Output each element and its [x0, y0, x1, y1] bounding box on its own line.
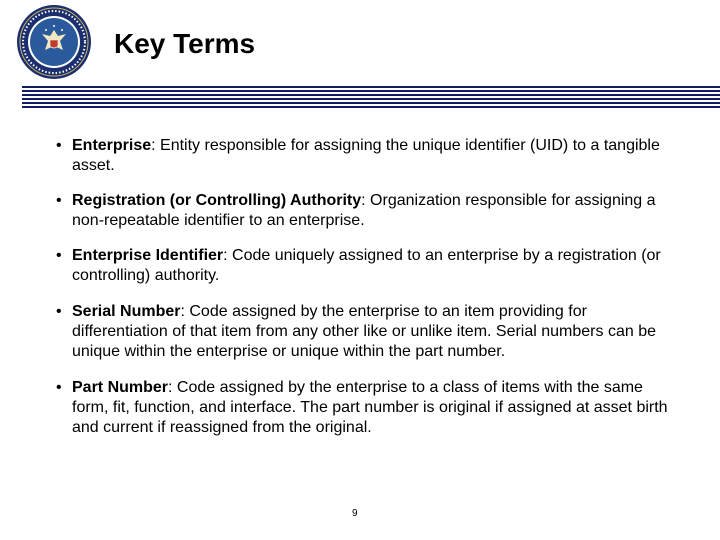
list-item [50, 378, 670, 438]
page-title: Key Terms [114, 28, 256, 59]
bullet-icon: • [56, 247, 62, 264]
bullet-icon: • [56, 137, 62, 154]
term-definition: : Entity responsible for assigning the unique identifier (UID) to a tangible asset. [72, 137, 660, 174]
term-name: Part Number [72, 379, 169, 396]
bullet-icon: • [56, 379, 62, 396]
term-name: Registration (or Controlling) Authority [72, 192, 362, 209]
list-item [50, 246, 670, 286]
list-item [50, 136, 670, 176]
bullet-icon: • [56, 303, 62, 320]
page-number: 9 [352, 508, 358, 519]
header-rule [22, 86, 720, 110]
term-definition: : Organization responsible for assigning a non-repeatable identifier to an enterprise. [72, 192, 656, 229]
term-name: Serial Number [72, 303, 181, 320]
list-item [50, 191, 670, 231]
list-item [50, 302, 670, 362]
term-name: Enterprise [72, 137, 152, 154]
term-name: Enterprise Identifier [72, 247, 224, 264]
department-of-defense-seal-icon [16, 4, 92, 80]
term-definition: : Code uniquely assigned to an enterprise by a registration (or controlling) authority. [72, 247, 661, 284]
term-definition: : Code assigned by the enterprise to an item providing for differentiation of that item from any other like or unlike item. Serial numbers can be unique within the enterprise or unique within the part number. [72, 303, 656, 360]
bullet-icon: • [56, 192, 62, 209]
term-definition: : Code assigned by the enterprise to a class of items with the same form, fit, function, and interface. The part number is original if assigned at asset birth and current if reassigned from the original. [72, 379, 668, 436]
key-terms-list [50, 136, 670, 438]
